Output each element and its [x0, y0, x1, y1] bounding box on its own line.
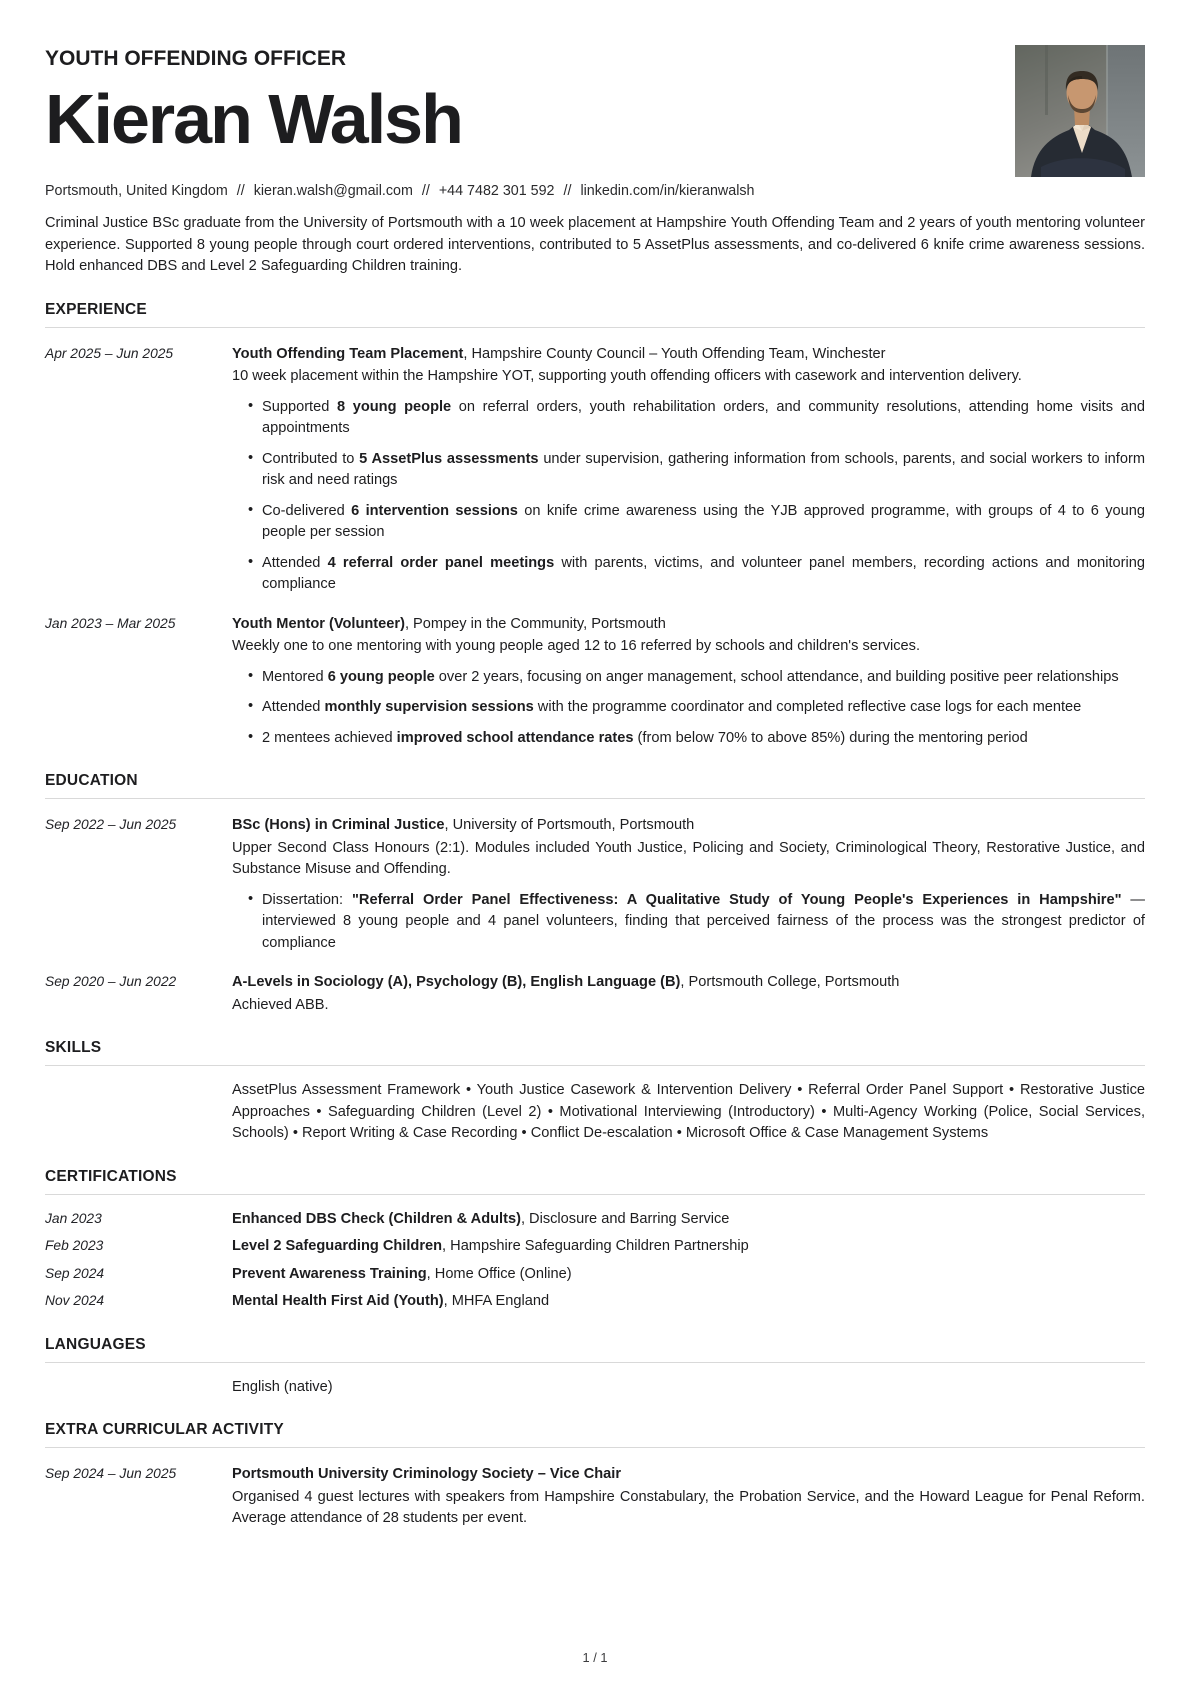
bullet-item: • Co-delivered 6 intervention sessions on knife crime awareness using the YJB approved programme, with groups of 4 to 6 young people per session	[262, 501, 1145, 544]
bullet-item: • Mentored 6 young people over 2 years, focusing on anger management, school attendance, and building positive peer relationships	[262, 667, 1145, 689]
entry-date: Nov 2024	[45, 1293, 105, 1308]
profile-photo	[1015, 45, 1145, 177]
certification-row	[45, 1291, 1145, 1313]
contact-linkedin: linkedin.com/in/kieranwalsh	[580, 183, 755, 199]
empty-date-cell	[45, 1080, 232, 1145]
entry-bullet-list	[232, 890, 1145, 955]
entry-date: Sep 2020 – Jun 2022	[45, 974, 177, 989]
entry-bullet-list	[232, 397, 1145, 596]
skills-content	[232, 1080, 1145, 1145]
bullet-item: • Attended monthly supervision sessions with the programme coordinator and completed reflective case logs for each mentee	[262, 697, 1145, 719]
bullet-item: • 2 mentees achieved improved school attendance rates (from below 70% to above 85%) during the mentoring period	[262, 728, 1145, 750]
empty-date-cell	[45, 1377, 232, 1399]
certification-title: Mental Health First Aid (Youth), MHFA England	[232, 1293, 550, 1309]
certification-row	[45, 1236, 1145, 1258]
candidate-name: Kieran Walsh	[45, 80, 462, 158]
language-content	[232, 1377, 1145, 1399]
entry-description: 10 week placement within the Hampshire YOT, supporting youth offending officers with casework and intervention delivery.	[232, 368, 1022, 384]
contact-phone: +44 7482 301 592	[438, 183, 555, 199]
certification-row	[45, 1264, 1145, 1286]
entry-bullet-list	[232, 667, 1145, 750]
certification-title: Enhanced DBS Check (Children & Adults), Disclosure and Barring Service	[232, 1210, 730, 1227]
entry-title: Youth Offending Team Placement, Hampshire County Council – Youth Offending Team, Winchester	[232, 345, 886, 362]
section-experience	[45, 301, 1145, 750]
section-languages	[45, 1336, 1145, 1399]
entry-content	[232, 815, 1145, 954]
section-divider	[45, 1194, 1145, 1195]
skills-row	[45, 1080, 1145, 1145]
section-divider	[45, 1447, 1145, 1448]
section-divider	[45, 327, 1145, 328]
page-indicator: 1 / 1	[582, 1650, 608, 1665]
job-title: YOUTH OFFENDING OFFICER	[45, 47, 346, 70]
contact-location: Portsmouth, United Kingdom	[45, 183, 228, 199]
profile-photo-illustration	[1015, 45, 1145, 177]
education-entry	[45, 815, 1145, 954]
language-row	[45, 1377, 1145, 1399]
entry-title: BSc (Hons) in Criminal Justice, University of Portsmouth, Portsmouth	[232, 817, 695, 833]
entry-title: Portsmouth University Criminology Society – Vice Chair	[232, 1466, 622, 1482]
bullet-item: • Contributed to 5 AssetPlus assessments under supervision, gathering information from schools, parents, and social workers to inform risk and need ratings	[262, 449, 1145, 492]
section-divider	[45, 1065, 1145, 1066]
section-extra-curricular	[45, 1421, 1145, 1530]
extra-curricular-entry	[45, 1464, 1145, 1530]
certification-title: Prevent Awareness Training, Home Office (Online)	[232, 1265, 572, 1282]
entry-title: A-Levels in Sociology (A), Psychology (B), English Language (B), Portsmouth College, Portsmouth	[232, 974, 900, 990]
entry-date: Sep 2024 – Jun 2025	[45, 1466, 177, 1481]
profile-summary: Criminal Justice BSc graduate from the University of Portsmouth with a 10 week placement at Hampshire Youth Offending Team and 2 years of youth mentoring volunteer experience. Supported 8 young people through court ordered interventions, contributed to 5 AssetPlus assessments, and co-delivered 6 knife crime awareness sessions. Hold enhanced DBS and Level 2 Safeguarding Children training.	[45, 215, 1145, 274]
header	[45, 45, 1145, 177]
language-item: English (native)	[232, 1378, 333, 1395]
contact-separator: //	[563, 183, 572, 199]
entry-content	[232, 1291, 1145, 1313]
section-certifications	[45, 1168, 1145, 1313]
section-title-extra-curricular: EXTRA CURRICULAR ACTIVITY	[45, 1421, 284, 1438]
experience-entry	[45, 344, 1145, 596]
entry-content	[232, 1236, 1145, 1258]
education-entry	[45, 972, 1145, 1016]
contact-email: kieran.walsh@gmail.com	[253, 183, 413, 199]
entry-content	[232, 1264, 1145, 1286]
contact-line	[45, 183, 1145, 199]
entry-date: Apr 2025 – Jun 2025	[45, 345, 174, 361]
entry-date: Sep 2022 – Jun 2025	[45, 817, 177, 832]
entry-description: Weekly one to one mentoring with young people aged 12 to 16 referred by schools and children's services.	[232, 638, 921, 654]
entry-content	[232, 972, 1145, 1016]
entry-content	[232, 1464, 1145, 1530]
entry-content	[232, 1209, 1145, 1231]
section-title-education: EDUCATION	[45, 772, 138, 789]
section-divider	[45, 798, 1145, 799]
skills-list: AssetPlus Assessment Framework • Youth Justice Casework & Intervention Delivery • Referral Order Panel Support • Restorative Justice Approaches • Safeguarding Children (Level 2) • Motivational Interviewing (Introductory) • Multi-Agency Working (Police, Social Services, Schools) • Report Writing & Case Recording • Conflict De-escalation • Microsoft Office & Case Management Systems	[232, 1082, 1145, 1141]
section-education	[45, 772, 1145, 1016]
section-divider	[45, 1362, 1145, 1363]
bullet-item: • Dissertation: "Referral Order Panel Effectiveness: A Qualitative Study of Young People's Experiences in Hampshire" — interviewed 8 young people and 4 panel volunteers, finding that perceived fairness of the process was the strongest predictor of compliance	[262, 890, 1145, 955]
entry-date: Sep 2024	[45, 1265, 105, 1281]
entry-content	[232, 614, 1145, 750]
section-title-languages: LANGUAGES	[45, 1335, 146, 1353]
bullet-item: • Supported 8 young people on referral orders, youth rehabilitation orders, and community resolutions, attending home visits and appointments	[262, 397, 1145, 440]
header-text-block	[45, 45, 462, 157]
entry-date: Feb 2023	[45, 1238, 104, 1253]
entry-description: Organised 4 guest lectures with speakers from Hampshire Constabulary, the Probation Service, and the Howard League for Penal Reform. Average attendance of 28 students per event.	[232, 1488, 1145, 1526]
experience-entry	[45, 614, 1145, 750]
entry-date: Jan 2023	[45, 1210, 102, 1226]
section-title-experience: EXPERIENCE	[45, 300, 147, 318]
certification-title: Level 2 Safeguarding Children, Hampshire Safeguarding Children Partnership	[232, 1238, 749, 1254]
section-skills	[45, 1039, 1145, 1145]
section-title-skills: SKILLS	[45, 1039, 102, 1056]
certification-row	[45, 1209, 1145, 1231]
section-title-certifications: CERTIFICATIONS	[45, 1167, 177, 1185]
contact-separator: //	[236, 183, 245, 199]
entry-description: Achieved ABB.	[232, 996, 329, 1013]
contact-separator: //	[421, 183, 430, 199]
entry-description: Upper Second Class Honours (2:1). Modules included Youth Justice, Policing and Society, Criminological Theory, Restorative Justice, and Substance Misuse and Offending.	[232, 839, 1145, 877]
entry-title: Youth Mentor (Volunteer), Pompey in the Community, Portsmouth	[232, 615, 666, 632]
bullet-item: • Attended 4 referral order panel meetings with parents, victims, and volunteer panel members, recording actions and monitoring compliance	[262, 553, 1145, 596]
entry-date: Jan 2023 – Mar 2025	[45, 615, 176, 631]
entry-content	[232, 344, 1145, 596]
